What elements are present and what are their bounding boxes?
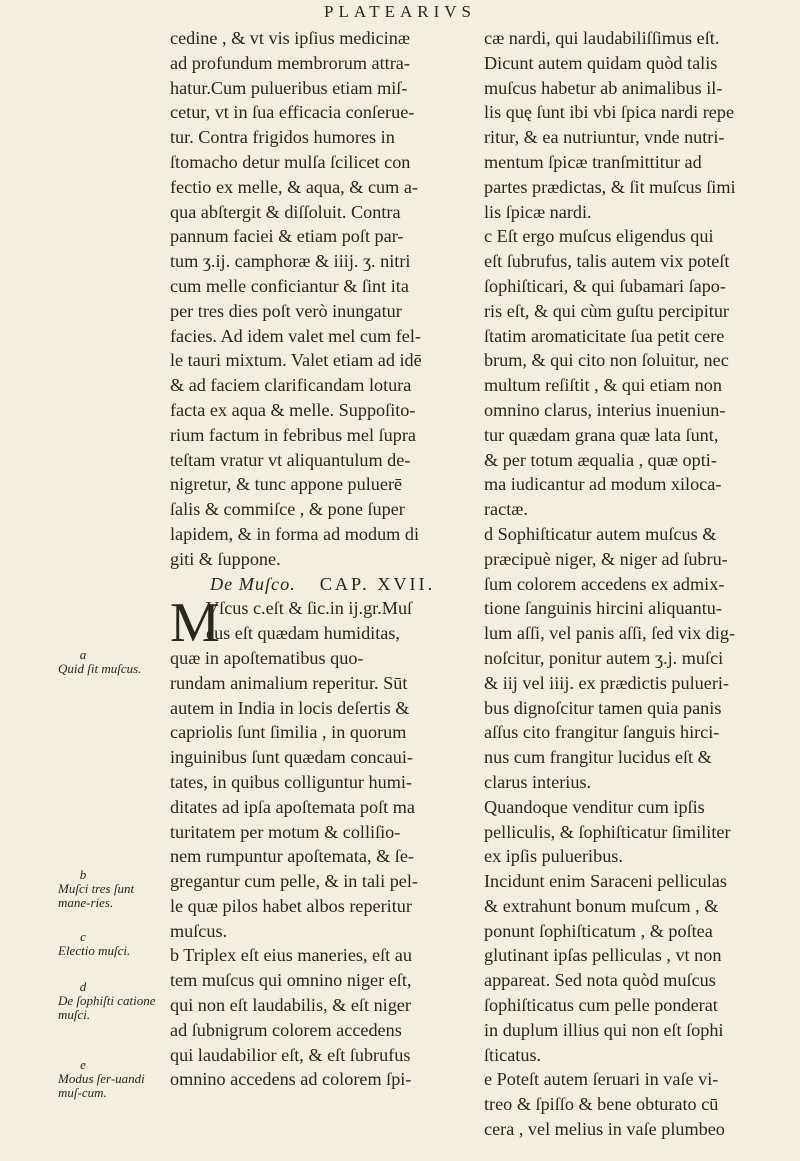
text-line: capriolis ſunt ſimilia , in quorum [170,722,407,743]
text-line: d Sophiſticatur autem muſcus & [484,523,717,544]
text-line: omnino clarus, interius inueniun- [484,399,726,420]
text-line: cæ nardi, qui laudabiliſſimus eſt. [484,28,720,48]
text-line: pannum faciei & etiam poſt par- [170,226,404,247]
text-line: glutinant ipſas pelliculas , vt non [484,945,722,966]
text-line: quæ in apoſtematibus quo- [170,647,364,668]
margin-letter: a [79,647,87,662]
margin-note-a [58,648,168,676]
text-line: ſophiſticatus cum pelle ponderat [484,995,718,1016]
text-line: ad ſubnigrum colorem accedens [170,1019,402,1040]
text-line: e Poteſt autem ſeruari in vaſe vi- [484,1069,719,1090]
text-line: ris eſt, & qui cùm guſtu percipitur [484,300,729,321]
margin-note-e [58,1058,168,1100]
text-line: præcipuè niger, & niger ad ſubru- [484,548,728,569]
text-line: mentum ſpicæ tranſmittitur ad [484,151,702,172]
text-line: ditates ad ipſa apoſtemata poſt ma [170,796,415,817]
text-line: ma iudicantur ad modum xiloca- [484,474,722,495]
margin-text: Muſci tres ſunt mane-ries. [58,881,135,910]
text-line: ſticatus. [484,1044,542,1065]
chapter-title: De Muſco. [210,573,296,594]
text-line: brum, & qui cito non ſoluitur, nec [484,350,729,371]
text-line: b Triplex eſt eius maneries, eſt au [170,945,412,966]
text-line: Vſcus c.eſt & ſic.in ij.gr.Muſ [206,598,413,619]
margin-letter: b [79,867,87,882]
text-line: giti & ſuppone. [170,548,281,569]
text-line: tur quædam grana quæ lata ſunt, [484,424,719,445]
margin-note-b [58,868,168,910]
text-line: & per totum æqualia , quæ opti- [484,449,717,470]
text-line: tione ſanguinis hircini aliquantu- [484,598,722,619]
text-line: cus eſt quædam humiditas, [206,623,400,644]
text-line: ſtatim aromaticitate ſua petit cere [484,325,725,346]
text-line: nem rumpuntur apoſtemata, & ſe- [170,846,414,867]
running-head: PLATEARIVS [323,2,476,21]
chapter-heading [170,572,466,597]
margin-letter: e [80,1057,86,1072]
margin-letter: d [79,979,87,994]
text-line: appareat. Sed nota quòd muſcus [484,970,716,991]
margin-note-d [58,980,168,1022]
text-line: Incidunt enim Saraceni pelliculas [484,871,727,892]
text-line: fectio ex melle, & aqua, & cum a- [170,176,418,197]
text-line: facta ex aqua & melle. Suppoſito- [170,399,416,420]
chapter-opening [170,596,466,646]
margin-text: Electio muſci. [58,943,131,958]
text-line: lum aſſi, vel panis aſſi, ſed vix dig- [484,623,736,644]
text-line: cetur, vt in ſua efficacia conſerue- [170,102,415,123]
margin-letter: c [80,929,86,944]
text-line: Quandoque venditur cum ipſis [484,796,705,817]
margin-text: De ſophiſti catione muſci. [58,993,156,1022]
text-line: cera , vel melius in vaſe plumbeo [484,1119,725,1140]
text-line: teſtam vratur vt aliquantulum de- [170,449,411,470]
text-line: cedine , & vt vis ipſius medicinæ [170,28,410,48]
text-line: clarus interius. [484,771,592,792]
text-line: in duplum illius qui non eſt ſophi [484,1019,724,1040]
text-line: treo & ſpiſſo & bene obturato cū [484,1094,719,1115]
text-line: hatur.Cum pulueribus etiam miſ- [170,77,408,98]
text-line: c Eſt ergo muſcus eligendus qui [484,226,714,247]
text-line: muſcus habetur ab animalibus il- [484,77,723,98]
text-line: eſt ſubrufus, talis autem vix poteſt [484,251,730,272]
text-line: qui laudabilior eſt, & eſt ſubrufus [170,1044,411,1065]
text-line: noſcitur, ponitur autem ʒ.j. muſci [484,647,724,668]
text-line: le quæ pilos habet albos reperitur [170,895,412,916]
text-line: nus cum frangitur lucidus eſt & [484,747,712,768]
text-line: omnino accedens ad colorem ſpi- [170,1069,412,1090]
text-line: tem muſcus qui omnino niger eſt, [170,970,412,991]
text-line: qui non eſt laudabilis, & eſt niger [170,995,411,1016]
left-column [170,26,466,1092]
text-line: lis quę ſunt ibi vbi ſpica nardi repe [484,102,735,123]
text-line: ractæ. [484,499,528,520]
text-line: autem in India in locis deſertis & [170,697,410,718]
text-line: gregantur cum pelle, & in tali pel- [170,871,418,892]
text-line: bus dignoſcitur tamen quia panis [484,697,722,718]
text-line: Dicunt autem quidam quòd talis [484,52,718,73]
text-line: tum ʒ.ij. camphoræ & iiij. ʒ. nitri [170,251,411,272]
margin-text: Quid ſit muſcus. [58,661,142,676]
right-column [484,26,784,1142]
text-line: facies. Ad idem valet mel cum fel- [170,325,421,346]
text-line: ſalis & commiſce , & pone ſuper [170,499,405,520]
text-line: ad profundum membrorum attra- [170,52,410,73]
text-line: ex ipſis pulueribus. [484,846,623,867]
chapter-number: CAP. XVII. [319,573,436,594]
text-line: ritur, & ea nutriuntur, vnde nutri- [484,127,725,148]
text-line: multum reſiſtit , & qui etiam non [484,375,722,396]
text-line: rium factum in febribus mel ſupra [170,424,416,445]
text-line: le tauri mixtum. Valet etiam ad idē [170,350,422,371]
margin-text: Modus ſer-uandi muſ-cum. [58,1071,145,1100]
text-line: rundam animalium reperitur. Sūt [170,672,408,693]
text-line: inguinibus ſunt quædam concaui- [170,747,413,768]
text-line: tur. Contra frigidos humores in [170,127,395,148]
drop-cap: M [170,596,220,646]
margin-note-c [58,930,168,958]
text-line: cum melle conficiantur & ſint ita [170,275,409,296]
text-line: lapidem, & in forma ad modum di [170,523,420,544]
text-line: qua abſtergit & diſſoluit. Contra [170,201,401,222]
text-line: ſophiſticari, & qui ſubamari ſapo- [484,275,726,296]
text-line: per tres dies poſt verò inungatur [170,300,402,321]
text-line: & iij vel iiij. ex prædictis pulueri- [484,672,729,693]
text-line: ponunt ſophiſticatum , & poſtea [484,920,713,941]
text-line: & extrahunt bonum muſcum , & [484,895,719,916]
text-line: turitatem per motum & colliſio- [170,821,401,842]
text-line: aſſus cito frangitur ſanguis hirci- [484,722,720,743]
text-line: nigretur, & tunc appone puluerē [170,474,403,495]
text-line: ſum colorem accedens ex admix- [484,573,725,594]
text-line: lis ſpicæ nardi. [484,201,592,222]
text-line: & ad faciem clarificandam lotura [170,375,412,396]
text-line: ſtomacho detur mulſa ſcilicet con [170,151,411,172]
text-line: tates, in quibus colliguntur humi- [170,771,412,792]
text-line: partes prædictas, & ſit muſcus ſimi [484,176,736,197]
text-line: pelliculis, & ſophiſticatur ſimiliter [484,821,731,842]
text-line: muſcus. [170,920,228,941]
